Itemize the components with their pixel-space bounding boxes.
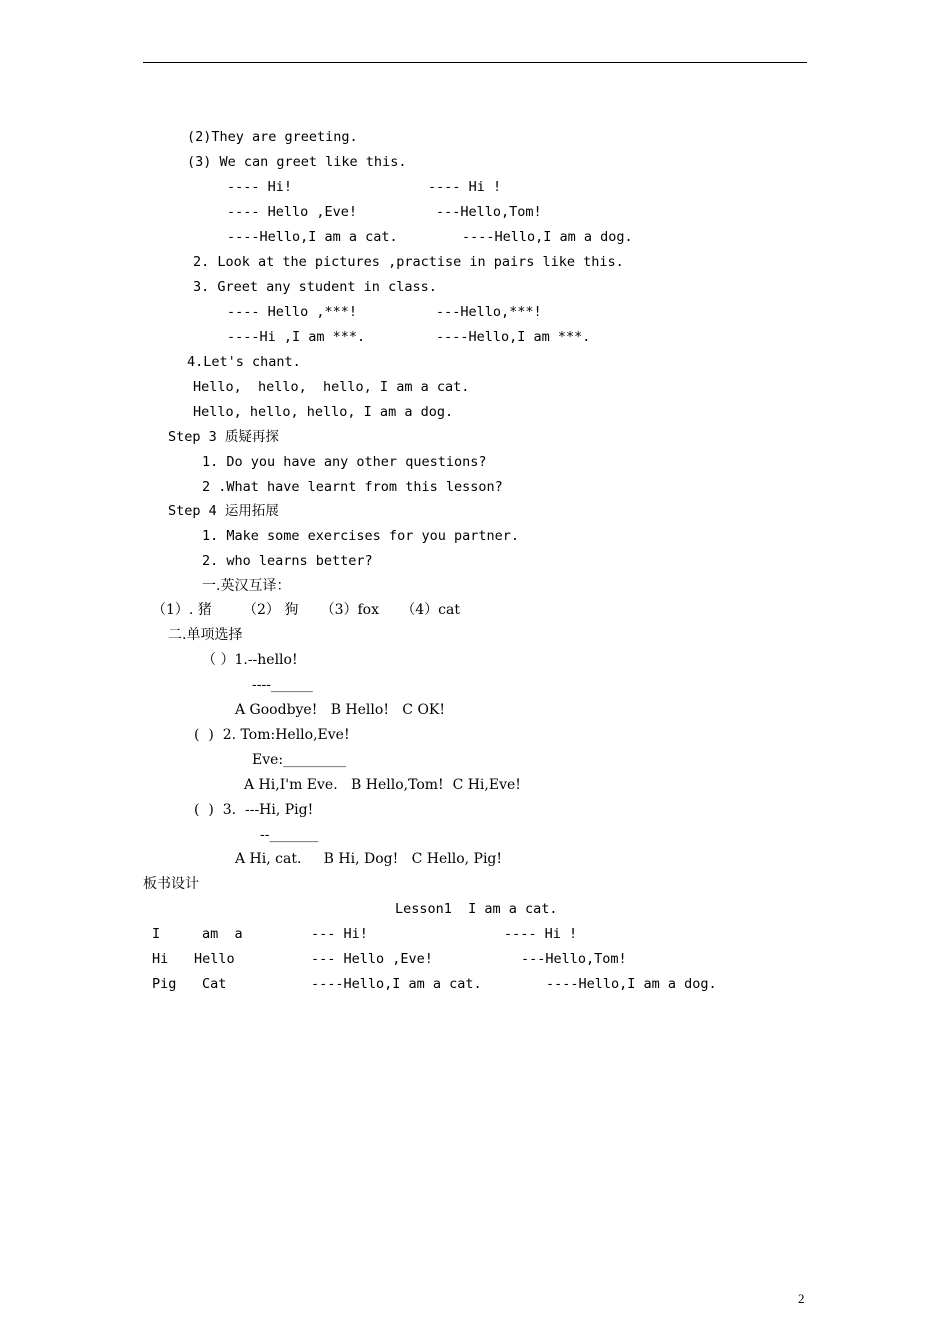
step-heading: Step 3 质疑再探 — [168, 429, 279, 445]
chant-line: Hello, hello, hello, I am a cat. — [193, 379, 470, 395]
text-line: 3. Greet any student in class. — [193, 279, 437, 295]
board-dialogue: ---Hello,Tom! — [521, 951, 627, 967]
text-line: 2. who learns better? — [202, 553, 373, 569]
dialogue-line: ---Hello,Tom! — [436, 204, 542, 220]
board-dialogue: ---- Hi ! — [504, 926, 578, 942]
text-line: 1. Do you have any other questions? — [202, 454, 487, 470]
dialogue-line: ---- Hi ! — [428, 179, 502, 195]
answer-blank: --_______ — [260, 827, 319, 843]
board-title: Lesson1 I am a cat. — [395, 901, 558, 917]
board-word: Cat — [202, 976, 227, 992]
step-heading: Step 4 运用拓展 — [168, 503, 279, 519]
board-dialogue: ----Hello,I am a cat. — [311, 976, 482, 992]
board-design-heading: 板书设计 — [143, 876, 199, 892]
text-line: (3) We can greet like this. — [187, 154, 407, 170]
question-line: ( ) 3. ---Hi, Pig! — [194, 802, 314, 818]
exercise-heading: 二.单项选择 — [168, 627, 243, 643]
dialogue-line: ---- Hello ,Eve! — [227, 204, 358, 220]
answer-blank: ----______ — [252, 677, 313, 693]
text-line: 1. Make some exercises for you partner. — [202, 528, 519, 544]
board-word: Hi — [152, 951, 169, 967]
dialogue-line: ----Hello,I am a dog. — [462, 229, 633, 245]
dialogue-line: ----Hi ,I am ***. — [227, 329, 366, 345]
text-line: (2)They are greeting. — [187, 129, 358, 145]
chant-line: Hello, hello, hello, I am a dog. — [193, 404, 454, 420]
board-word: Pig — [152, 976, 177, 992]
board-word: Hello — [194, 951, 235, 967]
text-line: 2. Look at the pictures ,practise in pairs like this. — [193, 254, 624, 270]
answer-options: A Hi,I'm Eve. B Hello,Tom! C Hi,Eve! — [244, 777, 521, 793]
page-number: 2 — [798, 1291, 805, 1306]
board-dialogue: --- Hello ,Eve! — [311, 951, 433, 967]
dialogue-line: ---Hello,***! — [436, 304, 542, 320]
answer-blank: Eve:_________ — [252, 752, 347, 768]
text-line: 4.Let's chant. — [187, 354, 301, 370]
answer-options: A Goodbye! B Hello! C OK! — [235, 702, 446, 718]
question-line: ( ) 2. Tom:Hello,Eve! — [194, 727, 350, 743]
translation-items: （1）. 猪 （2） 狗 （3）fox （4）cat — [152, 602, 460, 618]
board-dialogue: --- Hi! — [311, 926, 368, 942]
dialogue-line: ----Hello,I am ***. — [436, 329, 591, 345]
dialogue-line: ---- Hi! — [227, 179, 293, 195]
header-rule — [143, 62, 807, 63]
question-line: （ ）1.--hello! — [202, 652, 298, 668]
answer-options: A Hi, cat. B Hi, Dog! C Hello, Pig! — [235, 851, 503, 867]
dialogue-line: ----Hello,I am a cat. — [227, 229, 398, 245]
exercise-heading: 一.英汉互译： — [202, 578, 291, 594]
text-line: 2 .What have learnt from this lesson? — [202, 479, 503, 495]
board-word: am a — [202, 926, 243, 942]
dialogue-line: ---- Hello ,***! — [227, 304, 358, 320]
board-dialogue: ----Hello,I am a dog. — [546, 976, 717, 992]
board-word: I — [152, 926, 161, 942]
